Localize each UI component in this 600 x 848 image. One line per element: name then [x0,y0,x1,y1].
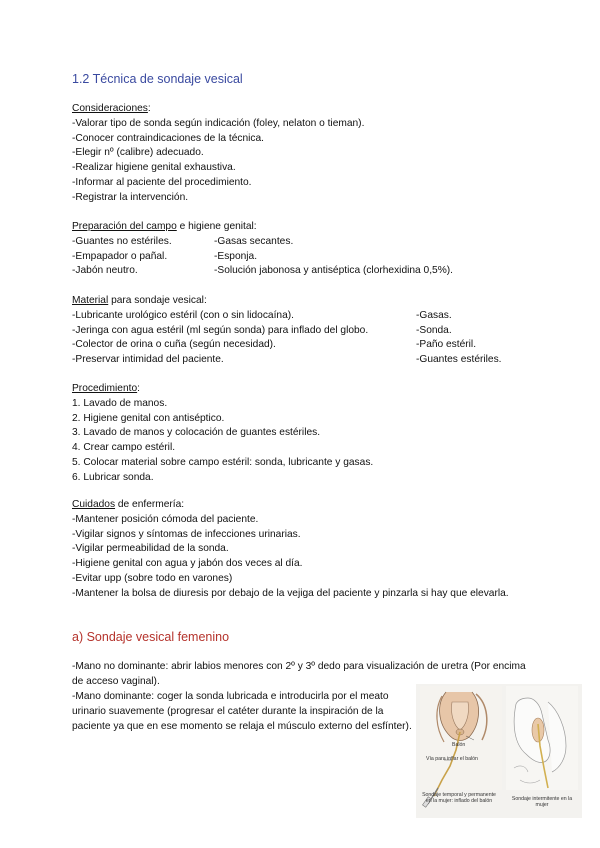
preparacion-section [72,220,542,279]
list-item: -Evitar upp (sobre todo en varones) [72,572,233,584]
label-inflate: Vía para inflar el balón [426,756,478,762]
list-row: -Lubricante urológico estéril (con o sin lidocaína). -Gasas. [72,309,452,321]
list-item: 1. Lavado de manos. [72,397,168,409]
list-row: -Guantes no estériles. -Gasas secantes. [72,235,294,247]
material-title: Material para sondaje vesical: [72,295,207,306]
material-section [72,294,542,368]
list-item: -Vigilar permeabilidad de la sonda. [72,543,229,555]
femenino-paragraph-2: -Mano dominante: coger la sonda lubricada e introducirla por el meato urinario suavemente (progresar el catéter durante la inspiración de la paciente ya que en ese momento se relaja el músculo externo del esfínter). [72,691,412,732]
list-item: -Higiene genital con agua y jabón dos veces al día. [72,558,303,570]
cuidados-title: Cuidados de enfermería: [72,499,185,510]
femenino-paragraph-1: -Mano no dominante: abrir labios menores con 2º y 3º dedo para visualización de uretra (Por encima de acceso vaginal). [72,661,526,687]
list-row: -Jabón neutro. -Solución jabonosa y antiséptica (clorhexidina 0,5%). [72,265,453,277]
list-item: -Elegir nº (calibre) adecuado. [72,147,204,159]
list-item: 4. Crear campo estéril. [72,442,176,454]
subsection-title: a) Sondaje vesical femenino [72,630,230,644]
catheter-illustration [416,684,582,818]
caption-left: Sondaje temporal y permanente en la mujer: inflado del balón [422,792,496,804]
procedimiento-section [72,382,542,486]
list-item: -Mantener posición cómoda del paciente. [72,513,259,525]
cuidados-section [72,498,542,602]
list-row: -Jeringa con agua estéril (ml según sonda) para inflado del globo. -Sonda. [72,324,452,336]
list-item: -Conocer contraindicaciones de la técnica. [72,132,264,144]
list-item: 2. Higiene genital con antiséptico. [72,412,225,424]
preparacion-title: Preparación del campo e higiene genital: [72,221,257,232]
label-balloon: Balón [452,742,466,748]
consideraciones-title: Consideraciones: [72,103,151,114]
list-item: 3. Lavado de manos y colocación de guantes estériles. [72,427,321,439]
list-item: -Mantener la bolsa de diuresis por debajo de la vejiga del paciente y pinzarla si hay que elevarla. [72,587,509,599]
section-title: 1.2 Técnica de sondaje vesical [72,72,243,86]
list-item: -Realizar higiene genital exhaustiva. [72,162,236,174]
procedimiento-title: Procedimiento: [72,383,140,394]
caption-right: Sondaje intermitente en la mujer [511,796,573,808]
list-item: -Registrar la intervención. [72,191,189,203]
list-item: -Valorar tipo de sonda según indicación (foley, nelaton o tieman). [72,117,365,129]
list-row: -Preservar intimidad del paciente. -Guantes estériles. [72,354,502,366]
list-item: 6. Lubricar sonda. [72,471,154,483]
list-item: -Vigilar signos y síntomas de infecciones urinarias. [72,528,301,540]
list-item: 5. Colocar material sobre campo estéril: sonda, lubricante y gasas. [72,456,374,468]
list-item: -Informar al paciente del procedimiento. [72,176,252,188]
list-row: -Colector de orina o cuña (según necesidad). -Paño estéril. [72,339,477,351]
consideraciones-section [72,102,542,206]
list-row: -Empapador o pañal. -Esponja. [72,250,258,262]
